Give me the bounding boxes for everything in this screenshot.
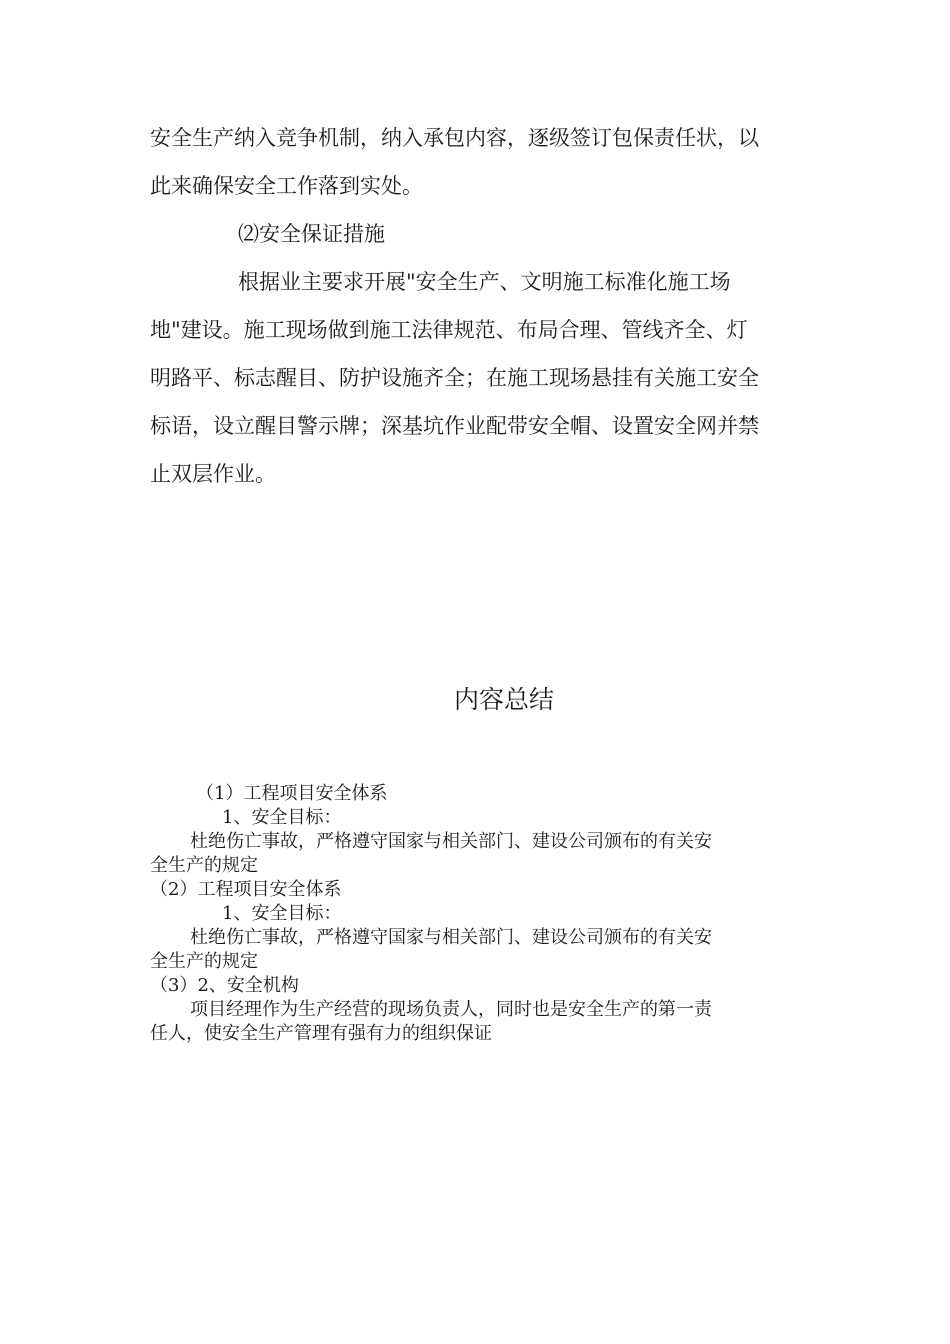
summary-line: （3）2、安全机构 [150, 975, 299, 996]
summary-line: 杜绝伤亡事故，严格遵守国家与相关部门、建设公司颁布的有关安 [190, 927, 712, 948]
summary-line: （2）工程项目安全体系 [150, 879, 342, 900]
text-line: 安全生产纳入竞争机制，纳入承包内容，逐级签订包保责任状，以 [150, 126, 759, 150]
text-line: 标语，设立醒目警示牌；深基坑作业配带安全帽、设置安全网并禁 [150, 414, 759, 438]
summary-line: 1、安全目标： [222, 807, 342, 828]
summary-line: 杜绝伤亡事故，严格遵守国家与相关部门、建设公司颁布的有关安 [190, 831, 712, 852]
section-heading-safety-measures: ⑵安全保证措施 [238, 222, 385, 246]
text-line: 根据业主要求开展"安全生产、文明施工标准化施工场 [238, 270, 731, 294]
paragraph-safety-mechanism [150, 114, 802, 210]
summary-line: （1）工程项目安全体系 [196, 783, 388, 804]
text-line: 此来确保安全工作落到实处。 [150, 174, 423, 198]
summary-line: 全生产的规定 [150, 951, 258, 972]
summary-line: 全生产的规定 [150, 855, 258, 876]
summary-line: 任人，使安全生产管理有强有力的组织保证 [150, 1023, 492, 1044]
summary-title: 内容总结 [453, 685, 554, 714]
summary-line: 1、安全目标： [222, 903, 342, 924]
text-line: 止双层作业。 [150, 462, 276, 486]
summary-line: 项目经理作为生产经营的现场负责人，同时也是安全生产的第一责 [190, 999, 712, 1020]
summary-section [150, 782, 802, 1046]
paragraph-safety-measures [150, 258, 802, 498]
body-text-section [150, 114, 802, 498]
text-line: 地"建设。施工现场做到施工法律规范、布局合理、管线齐全、灯 [150, 318, 748, 342]
text-line: 明路平、标志醒目、防护设施齐全；在施工现场悬挂有关施工安全 [150, 366, 759, 390]
